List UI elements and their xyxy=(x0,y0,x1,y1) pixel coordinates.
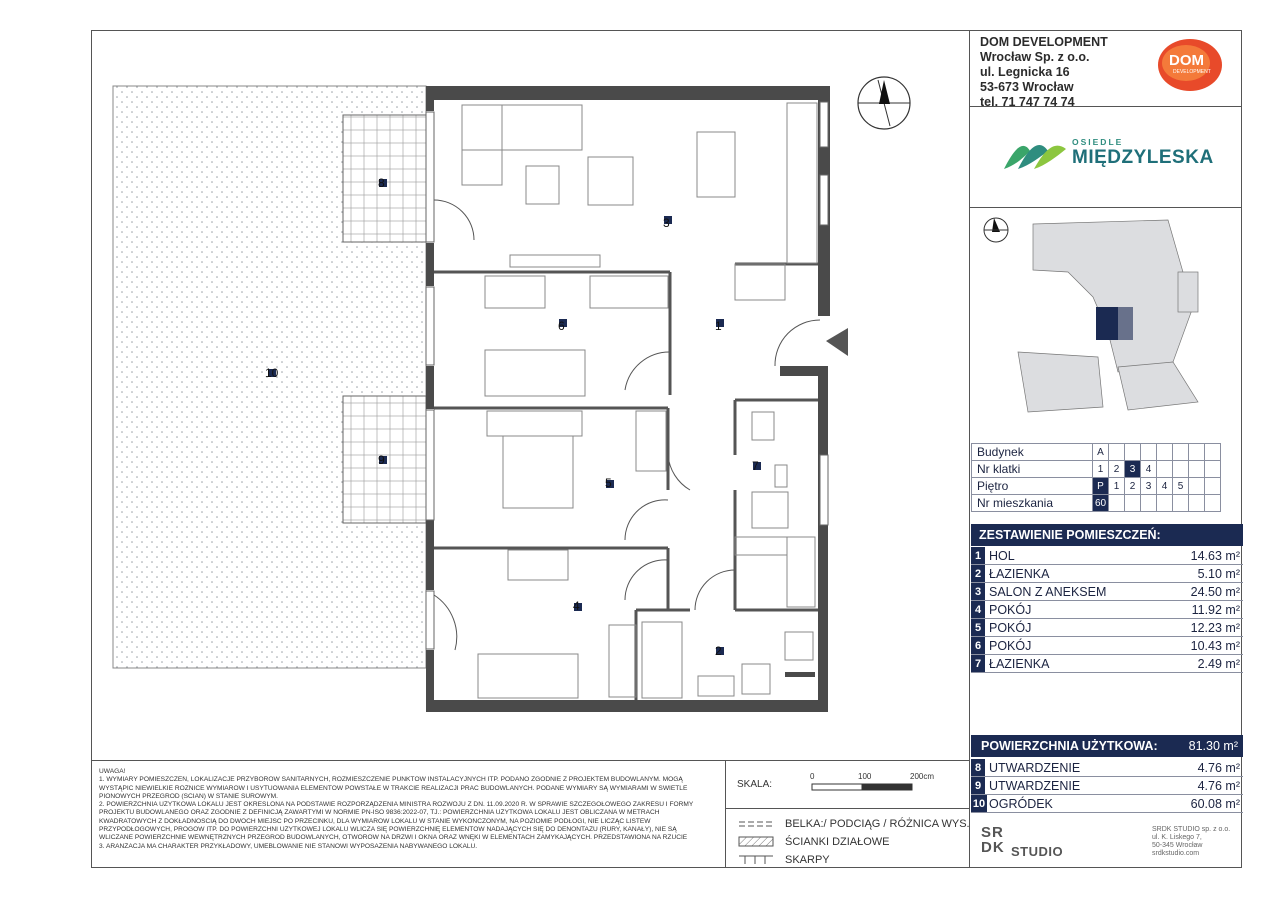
building-cell: A xyxy=(1093,444,1109,461)
plan-label-5: 5 xyxy=(605,476,612,490)
extra-number: 8 xyxy=(971,759,985,776)
room-number: 2 xyxy=(971,565,985,582)
plan-label-3: 3 xyxy=(663,216,670,230)
stair-1: 1 xyxy=(1093,461,1109,478)
stair-2: 2 xyxy=(1109,461,1125,478)
estate-logo xyxy=(1002,135,1222,175)
studio-address-line: ul. K. Liskego 7, xyxy=(1152,834,1202,841)
dom-logo-text: DOM xyxy=(1169,52,1204,69)
note-line: KWADRATOWYCH Z DOKŁADNOŚCIĄ DO DWÓCH MIEJSC PO PRZECINKU, DLA WYMIARÓW LOKALU W STANIE WYKOŃCZONYM, NA POZIOMIE PODŁOGI, NIE LICZĄC LISTEW xyxy=(99,817,651,825)
apt-label: Nr mieszkania xyxy=(972,495,1093,512)
room-area: 14.63 m² xyxy=(1190,549,1240,563)
note-line: 3. ARANŻACJA MA CHARAKTER PRZYKŁADOWY, UMEBLOWANIE NIE STANOWI WYPOSAŻENIA NABYWANEGO LOKALU. xyxy=(99,842,478,850)
room-name: POKÓJ xyxy=(989,621,1032,635)
notes-block xyxy=(99,768,724,851)
site-plan-map xyxy=(978,212,1238,427)
floor-3: 3 xyxy=(1141,478,1157,495)
rooms-header: ZESTAWIENIE POMIESZCZEŃ: xyxy=(971,524,1243,546)
estate-prefix: OSIEDLE xyxy=(1072,137,1124,147)
srdk-logo-word: STUDIO xyxy=(1011,844,1064,859)
room-name: ŁAZIENKA xyxy=(989,657,1050,671)
company-city: Wrocław Sp. z o.o. xyxy=(980,50,1090,64)
floor-5: 5 xyxy=(1173,478,1189,495)
door-swings xyxy=(434,200,820,650)
apt-row xyxy=(972,495,1221,512)
note-line: PIONOWYCH PRZEGRÓD (ŚCIAN) W STANIE SUROWYM. xyxy=(99,792,279,800)
room-name: POKÓJ xyxy=(989,639,1032,653)
plan-label-6: 6 xyxy=(558,319,565,333)
room-number: 4 xyxy=(971,601,985,618)
legend-partitions: ŚCIANKI DZIAŁOWE xyxy=(785,836,890,848)
company-info xyxy=(980,35,1108,110)
floor-2: 2 xyxy=(1125,478,1141,495)
note-line: 1. WYMIARY POMIESZCZEŃ, LOKALIZACJE PRZYBORÓW SANITARNYCH, ROZMIESZCZENIE PUNKTÓW INSTALACYJNYCH ITP. PODANO ZGODNIE Z PROJEKTEM BUDOWLANYM. MOGĄ xyxy=(99,776,683,784)
extra-name: OGRÓDEK xyxy=(989,797,1053,811)
room-row xyxy=(971,619,1243,637)
note-line: 2. POWIERZCHNIA UŻYTKOWA LOKALU JEST OKREŚLONA NA PODSTAWIE ROZPORZĄDZENIA MINISTRA ROZWOJU Z DN. 11.09.2020 R. W SPRAWIE SZCZEGÓŁOWEGO ZAKRESU I FORMY xyxy=(99,801,694,809)
scale-label: SKALA: xyxy=(737,779,773,790)
stair-label: Nr klatki xyxy=(972,461,1093,478)
stair-3: 3 xyxy=(1125,461,1141,478)
estate-logo-icon xyxy=(1002,135,1070,175)
notes-scale-divider xyxy=(725,760,726,868)
room-row xyxy=(971,583,1243,601)
usable-area-value: 81.30 m² xyxy=(1188,739,1238,753)
usable-area-bar xyxy=(971,735,1243,757)
company-street: ul. Legnicka 16 xyxy=(980,65,1070,79)
room-number: 7 xyxy=(971,655,985,672)
extra-area: 60.08 m² xyxy=(1190,797,1240,811)
room-name: POKÓJ xyxy=(989,603,1032,617)
studio-address-line: srdkstudio.com xyxy=(1152,850,1200,857)
stair-row xyxy=(972,461,1221,478)
extra-name: UTWARDZENIE xyxy=(989,761,1081,775)
floor-row xyxy=(972,478,1221,495)
extra-area: 4.76 m² xyxy=(1197,779,1240,793)
apt-number: 60 xyxy=(1093,495,1109,512)
floor-1: 1 xyxy=(1109,478,1125,495)
room-number: 5 xyxy=(971,619,985,636)
plan-label-9: 9 xyxy=(378,453,385,467)
plan-label-7: 7 xyxy=(752,459,759,473)
windows xyxy=(426,102,828,649)
company-name: DOM DEVELOPMENT xyxy=(980,35,1108,49)
room-name: ŁAZIENKA xyxy=(989,567,1050,581)
notes-divider xyxy=(91,760,969,761)
estate-name: MIĘDZYLESKA xyxy=(1072,147,1214,168)
extra-name: UTWARDZENIE xyxy=(989,779,1081,793)
scale-tick-100: 100 xyxy=(858,772,872,781)
extra-row xyxy=(971,795,1243,813)
room-row xyxy=(971,547,1243,565)
room-area: 11.92 m² xyxy=(1191,603,1240,617)
srdk-logo-top: SR xyxy=(981,824,1004,841)
apartment-info-table xyxy=(971,443,1221,512)
extra-number: 10 xyxy=(971,795,987,812)
scale-tick-200: 200cm xyxy=(910,772,935,781)
titleblock-divider xyxy=(969,30,970,868)
legend-slopes: SKARPY xyxy=(785,854,830,866)
studio-address-line: 50-345 Wrocław xyxy=(1152,842,1203,849)
scale-legend-divider xyxy=(725,808,969,809)
room-area: 2.49 m² xyxy=(1197,657,1240,671)
note-line: UWAGA! xyxy=(99,768,126,775)
building-row xyxy=(972,444,1221,461)
scale-bar xyxy=(810,780,930,794)
extra-row xyxy=(971,759,1243,777)
plan-label-2: 2 xyxy=(715,644,722,658)
studio-address xyxy=(1152,826,1230,858)
room-area: 12.23 m² xyxy=(1190,621,1240,635)
stair-4: 4 xyxy=(1141,461,1157,478)
dom-logo-subtext: DEVELOPMENT xyxy=(1173,69,1211,75)
room-row xyxy=(971,655,1243,673)
floor-p: P xyxy=(1093,478,1109,495)
scale-tick-0: 0 xyxy=(810,772,815,781)
partitions xyxy=(434,264,818,700)
room-row xyxy=(971,637,1243,655)
entrance-arrow xyxy=(826,328,848,356)
compass-icon xyxy=(858,77,910,129)
building-label: Budynek xyxy=(972,444,1093,461)
dom-development-logo xyxy=(1156,37,1224,93)
titleblock-divider-2 xyxy=(969,207,1242,208)
note-line: WLICZANE POWIERZCHNIE WEWNĘTRZNYCH PRZEGRÓD BUDOWLANYCH, OTWORÓW NA DRZWI I OKNA ORAZ WNĘKI W ELEMENTACH ZAMYKAJĄCYCH. PRZEDSTAWIONA NA RZUCIE xyxy=(99,834,688,842)
floor-label: Piętro xyxy=(972,478,1093,495)
room-area: 24.50 m² xyxy=(1190,585,1240,599)
extra-number: 9 xyxy=(971,777,985,794)
srdk-logo-bottom: DK xyxy=(981,839,1005,856)
room-name: HOL xyxy=(989,549,1015,563)
room-number: 1 xyxy=(971,547,985,564)
plan-label-1: 1 xyxy=(715,319,722,333)
legend-beam: BELKA:/ PODCIĄG / RÓŻNICA WYS. xyxy=(785,818,970,830)
room-number: 6 xyxy=(971,637,985,654)
plan-label-8: 8 xyxy=(378,176,385,190)
room-area: 10.43 m² xyxy=(1190,639,1240,653)
note-line: PRZYPODŁOGOWYCH, PROGÓW ITP. DO POWIERZCHNI UŻYTKOWEJ LOKALU WLICZA SIĘ POWIERZCHNIĘ ELEMENTÓW NADAJĄCYCH SIĘ DO DENONTAŻU (RURY, KANAŁY), NIE SĄ xyxy=(99,826,677,834)
room-number: 3 xyxy=(971,583,985,600)
usable-area-label: POWIERZCHNIA UŻYTKOWA: xyxy=(981,739,1158,753)
room-row xyxy=(971,601,1243,619)
room-area: 5.10 m² xyxy=(1197,567,1240,581)
floor-4: 4 xyxy=(1157,478,1173,495)
room-row xyxy=(971,565,1243,583)
note-line: WYSTĄPIĆ NIEWIELKIE RÓŻNICE WYMIARÓW I USYTUOWANIA ELEMENTÓW POWSTAŁE W TRAKCIE REALIZACJI PRAC BUDOWLANYCH. PODANE WYMIARY SĄ WYMIARAMI W ŚWIETLE xyxy=(99,784,688,792)
studio-address-line: SRDK STUDIO sp. z o.o. xyxy=(1152,826,1231,833)
site-compass-icon xyxy=(984,218,1008,242)
plan-label-4: 4 xyxy=(573,599,580,613)
legend-symbols xyxy=(737,818,777,868)
extra-row xyxy=(971,777,1243,795)
company-phone: tel. 71 747 74 74 xyxy=(980,95,1075,109)
note-line: PROJEKTU BUDOWLANEGO ORAZ ZGODNIE Z DEFINICJĄ ZAWARTYMI W NORMIE PN-ISO 9836:2022-07, TJ.: POWIERZCHNIA UŻYTKOWA LOKALU JEST OBLICZANA W METRACH xyxy=(99,809,660,817)
company-postal: 53-673 Wrocław xyxy=(980,80,1074,94)
room-name: SALON Z ANEKSEM xyxy=(989,585,1107,599)
plan-label-10: 10 xyxy=(265,366,279,380)
extra-area: 4.76 m² xyxy=(1197,761,1240,775)
